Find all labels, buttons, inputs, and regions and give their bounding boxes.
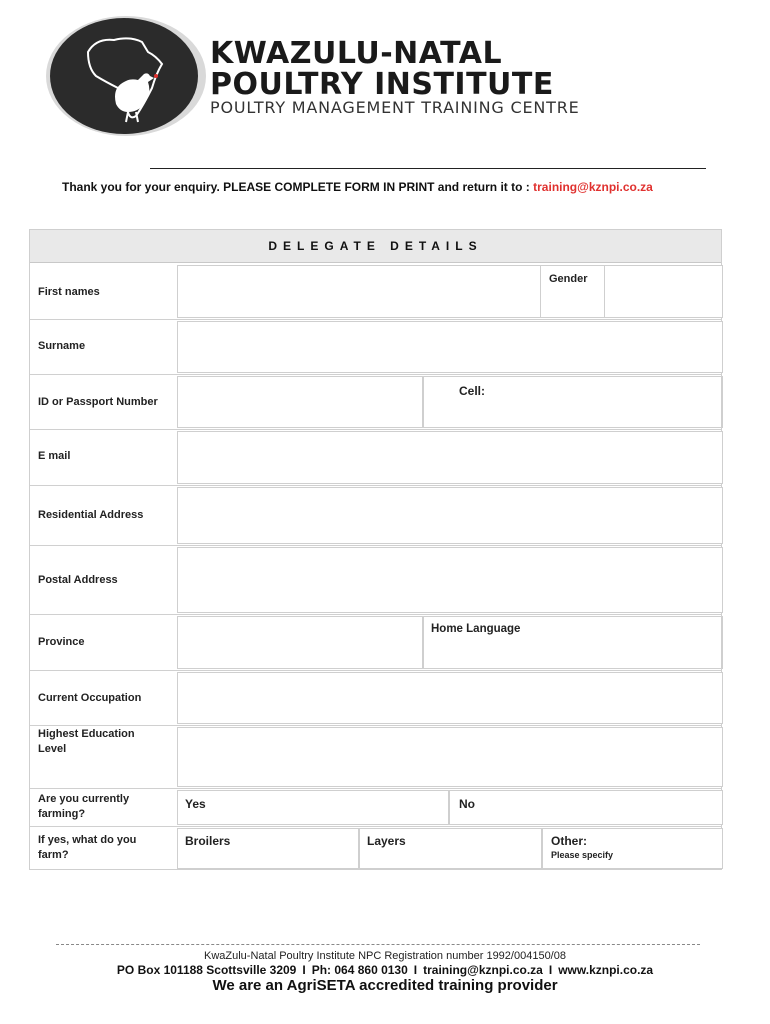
what-farm-label-line1: If yes, what do you xyxy=(38,834,137,846)
cell-label: Cell: xyxy=(459,384,486,398)
org-title-line1: KWAZULU-NATAL xyxy=(210,36,503,71)
row-divider xyxy=(30,826,721,827)
row-divider xyxy=(30,725,721,726)
home-language-field[interactable] xyxy=(423,616,723,669)
highest-education-field[interactable] xyxy=(177,727,723,787)
email-field[interactable] xyxy=(177,431,723,484)
no-label: No xyxy=(459,797,475,811)
province-label: Province xyxy=(38,636,85,648)
footer-divider xyxy=(56,944,700,945)
intro-text xyxy=(62,180,653,194)
layers-label: Layers xyxy=(367,834,406,848)
first-names-label: First names xyxy=(38,286,100,298)
postal-address-field[interactable] xyxy=(177,547,723,613)
footer-separator: I xyxy=(302,963,306,977)
email-label: E mail xyxy=(38,450,71,462)
please-specify-label: Please specify xyxy=(551,850,614,860)
org-subtitle: POULTRY MANAGEMENT TRAINING CENTRE xyxy=(210,98,580,117)
footer-po-box: PO Box 101188 Scottsville 3209 xyxy=(116,963,297,977)
delegate-details-form xyxy=(29,229,722,870)
current-occupation-field[interactable] xyxy=(177,672,723,724)
broilers-label: Broilers xyxy=(185,834,231,848)
residential-address-field[interactable] xyxy=(177,487,723,544)
top-divider xyxy=(150,168,706,169)
gender-label: Gender xyxy=(549,273,588,285)
form-title: DELEGATE DETAILS xyxy=(30,230,721,263)
what-farm-label xyxy=(38,833,136,863)
footer-separator: I xyxy=(548,963,553,977)
highest-education-label xyxy=(38,727,135,757)
currently-farming-label-line1: Are you currently xyxy=(38,793,130,805)
row-divider xyxy=(30,788,721,789)
footer-contact xyxy=(0,963,770,977)
row-divider xyxy=(30,319,721,320)
postal-address-label: Postal Address xyxy=(38,574,118,586)
footer-separator: I xyxy=(413,963,418,977)
intro-instruction: Thank you for your enquiry. PLEASE COMPLETE FORM IN PRINT and return it to : xyxy=(62,180,534,194)
gender-field[interactable] xyxy=(605,265,723,318)
currently-farming-label xyxy=(38,792,129,822)
what-farm-label-line2: farm? xyxy=(38,849,69,861)
logo xyxy=(44,12,604,142)
row-divider xyxy=(30,614,721,615)
surname-label: Surname xyxy=(38,340,86,352)
residential-address-label: Residential Address xyxy=(38,509,144,521)
row-divider xyxy=(30,545,721,546)
id-passport-field[interactable] xyxy=(177,376,423,428)
org-title xyxy=(210,38,554,100)
row-divider xyxy=(30,374,721,375)
highest-education-label-line1: Highest Education xyxy=(38,728,135,740)
home-language-label: Home Language xyxy=(431,623,521,635)
row-divider xyxy=(30,670,721,671)
province-field[interactable] xyxy=(177,616,423,669)
gender-divider xyxy=(540,265,541,318)
africa-hen-logo-icon xyxy=(44,12,214,142)
footer-website-link[interactable]: www.kznpi.co.za xyxy=(558,963,654,977)
no-option[interactable] xyxy=(449,790,723,825)
other-label: Other: xyxy=(551,834,587,848)
footer-email-link[interactable]: training@kznpi.co.za xyxy=(423,963,543,977)
id-passport-label: ID or Passport Number xyxy=(38,396,158,408)
org-title-line2: POULTRY INSTITUTE xyxy=(210,67,554,102)
yes-label: Yes xyxy=(185,797,206,811)
cell-field[interactable] xyxy=(423,376,723,428)
footer-registration: KwaZulu-Natal Poultry Institute NPC Registration number 1992/004150/08 xyxy=(204,950,566,962)
currently-farming-label-line2: farming? xyxy=(38,808,86,820)
current-occupation-label: Current Occupation xyxy=(38,692,142,704)
intro-email-link[interactable]: training@kznpi.co.za xyxy=(533,180,653,194)
footer-tagline: We are an AgriSETA accredited training provider xyxy=(212,977,558,994)
yes-option[interactable] xyxy=(177,790,449,825)
row-divider xyxy=(30,485,721,486)
surname-field[interactable] xyxy=(177,321,723,373)
footer-phone: Ph: 064 860 0130 xyxy=(311,963,408,977)
row-divider xyxy=(30,429,721,430)
highest-education-label-line2: Level xyxy=(38,743,67,755)
